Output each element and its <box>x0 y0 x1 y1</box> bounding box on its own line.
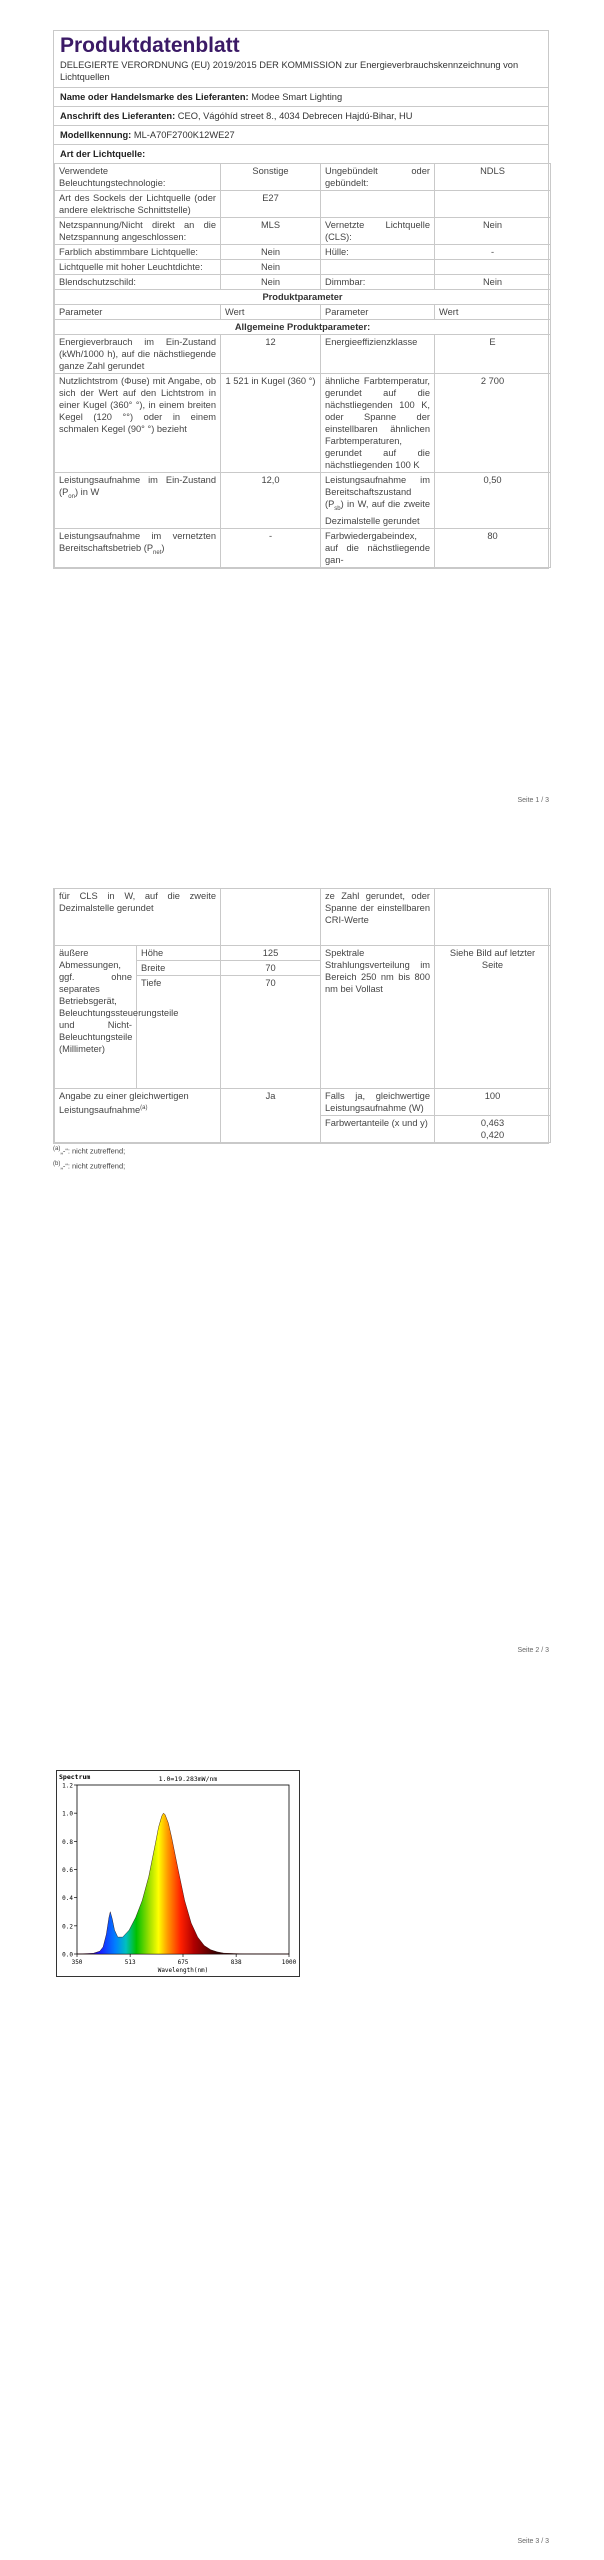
y-tick-label: 0.2 <box>62 1923 73 1931</box>
table-row <box>55 1089 551 1116</box>
cell-text: ) in W, auf die zweite Dezimalstelle gerundet <box>325 499 430 526</box>
light-source-table <box>54 163 551 568</box>
table-cell <box>435 1116 551 1143</box>
footnote-a <box>53 1143 125 1158</box>
y-tick-label: 0.4 <box>62 1895 73 1903</box>
table-cell: Nein <box>435 218 551 245</box>
table-cell: E <box>435 335 551 374</box>
table-cell: Vernetzte Lichtquelle (CLS): <box>321 218 435 245</box>
column-header-row <box>55 305 551 320</box>
footnote-ref: (a) <box>140 1105 148 1111</box>
table-row <box>55 245 551 260</box>
light-source-type-label: Art der Lichtquelle: <box>60 149 146 159</box>
dimensions-label: äußere Abmessungen, ggf. ohne separates Betriebsgerät, Beleuchtungssteuerungsteile und Nicht-Beleuchtungsteile (Millimeter) <box>55 946 137 1089</box>
table-cell: Art des Sockels der Lichtquelle (oder andere elektrische Schnittstelle) <box>55 191 221 218</box>
x-tick-label: 675 <box>177 1959 189 1966</box>
table-cell: 12,0 <box>221 473 321 529</box>
footnote-b <box>53 1158 125 1173</box>
spectrum-chart <box>56 1770 300 1977</box>
table-cell: Siehe Bild auf letzter Seite <box>435 946 551 1089</box>
table-cell: Ungebündelt oder gebündelt: <box>321 164 435 191</box>
general-params-heading: Allgemeine Produktparameter: <box>55 320 551 335</box>
dim-value: 70 <box>221 976 321 1089</box>
section-heading-row <box>55 290 551 305</box>
spectrum-area <box>77 1813 289 1954</box>
table-cell <box>55 473 221 529</box>
cell-subscript: on <box>68 493 75 500</box>
light-source-type-row <box>54 144 548 163</box>
color-y-value: 0,420 <box>480 1130 505 1140</box>
table-cell <box>55 1089 221 1143</box>
table-row <box>55 191 551 218</box>
table-cell: ze Zahl gerundet, oder Spanne der einstellbaren CRI-Werte <box>321 889 435 946</box>
table-cell <box>435 889 551 946</box>
product-params-heading: Produktparameter <box>55 290 551 305</box>
table-cell: Farbwertanteile (x und y) <box>321 1116 435 1143</box>
footnotes <box>53 1143 125 1172</box>
table-cell <box>221 889 321 946</box>
table-cell: - <box>435 245 551 260</box>
datasheet-header <box>53 30 549 569</box>
table-cell <box>321 191 435 218</box>
dim-label: Tiefe <box>137 976 221 1089</box>
table-cell: Lichtquelle mit hoher Leuchtdichte: <box>55 260 221 275</box>
table-row <box>55 374 551 473</box>
table-cell: 0,50 <box>435 473 551 529</box>
table-cell: ähnliche Farbtemperatur, gerundet auf die nächstliegenden 100 K, oder Spanne der einstellbaren ähnlichen Farbtemperaturen, gerundet auf die nächstliegenden 100 K <box>321 374 435 473</box>
page-number: Seite 1 / 3 <box>517 797 549 804</box>
table-cell: 12 <box>221 335 321 374</box>
table-cell: Falls ja, gleichwertige Leistungsaufnahme (W) <box>321 1089 435 1116</box>
chart-corner-label: Spectrum <box>59 1773 91 1781</box>
supplier-value: Modee Smart Lighting <box>251 92 343 102</box>
table-cell: Farbwiedergabeindex, auf die nächstliegende gan- <box>321 528 435 567</box>
table-cell: Nein <box>221 260 321 275</box>
regulation-text: DELEGIERTE VERORDNUNG (EU) 2019/2015 DER KOMMISSION zur Energieverbrauchskennzeichnung von Lichtquellen <box>60 60 519 82</box>
address-label: Anschrift des Lieferanten: <box>60 111 176 121</box>
table-cell <box>321 473 435 529</box>
model-value: ML-A70F2700K12WE27 <box>133 130 235 140</box>
column-header: Parameter <box>55 305 221 320</box>
chart-title: 1.0=19.283mW/nm <box>158 1775 218 1783</box>
params-table-continued <box>54 888 551 1143</box>
section-heading-row <box>55 320 551 335</box>
table-row <box>55 335 551 374</box>
table-cell: Nein <box>221 275 321 290</box>
datasheet-continued <box>53 888 549 1144</box>
cell-text: ) <box>161 542 165 553</box>
color-x-value: 0,463 <box>480 1118 505 1128</box>
cell-subscript: sb <box>334 505 341 512</box>
table-row <box>55 946 551 961</box>
table-cell <box>435 260 551 275</box>
table-cell: für CLS in W, auf die zweite Dezimalstelle gerundet <box>55 889 221 946</box>
table-cell: Ja <box>221 1089 321 1143</box>
footnote-text: „-“: nicht zutreffend; <box>60 1161 126 1170</box>
table-cell: Hülle: <box>321 245 435 260</box>
table-cell: Energieverbrauch im Ein-Zustand (kWh/1000 h), auf die nächstliegende ganze Zahl gerundet <box>55 335 221 374</box>
address-row <box>54 106 548 125</box>
address-value: CEO, Vágóhíd street 8., 4034 Debrecen Hajdú-Bihar, HU <box>177 111 413 121</box>
table-cell: 1 521 in Kugel (360 °) <box>221 374 321 473</box>
table-cell: 2 700 <box>435 374 551 473</box>
model-label: Modellkennung: <box>60 130 132 140</box>
table-row <box>55 473 551 529</box>
table-cell <box>55 528 221 567</box>
table-cell: Verwendete Beleuchtungstechnologie: <box>55 164 221 191</box>
page-number: Seite 2 / 3 <box>517 1647 549 1654</box>
cell-text: Leistungsaufnahme im Ein-Zustand (P <box>59 475 216 497</box>
table-cell: Farblich abstimmbare Lichtquelle: <box>55 245 221 260</box>
table-row <box>55 528 551 567</box>
table-cell: E27 <box>221 191 321 218</box>
cell-text: ) in W <box>74 487 100 497</box>
table-cell: Spektrale Strahlungsverteilung im Bereich 250 nm bis 800 nm bei Vollast <box>321 946 435 1089</box>
table-row <box>55 260 551 275</box>
table-cell: - <box>221 528 321 567</box>
cell-text: Leistungsaufnahme im vernetzten Bereitschaftsbetrieb (P <box>59 530 216 553</box>
cell-text: Leistungsaufnahme im Bereitschaftszustand (P <box>325 475 430 509</box>
table-cell: Netzspannung/Nicht direkt an die Netzspannung angeschlossen: <box>55 218 221 245</box>
table-row <box>55 218 551 245</box>
table-cell <box>435 191 551 218</box>
page-3 <box>0 1740 604 2560</box>
dim-label: Breite <box>137 961 221 976</box>
datasheet-title: Produktdatenblatt <box>60 34 240 57</box>
y-tick-label: 0.0 <box>62 1951 73 1959</box>
y-tick-label: 0.8 <box>62 1838 73 1846</box>
table-row <box>55 164 551 191</box>
supplier-label: Name oder Handelsmarke des Lieferanten: <box>60 92 249 102</box>
dim-value: 125 <box>221 946 321 961</box>
cell-text: Angabe zu einer gleichwertigen Leistungsaufnahme <box>59 1091 189 1116</box>
page-number: Seite 3 / 3 <box>517 2538 549 2545</box>
supplier-row <box>54 87 548 106</box>
page-1 <box>0 0 604 820</box>
cell-subscript: net <box>153 549 162 556</box>
x-tick-label: 350 <box>71 1959 83 1966</box>
table-cell: Nein <box>221 245 321 260</box>
table-cell: Blendschutzschild: <box>55 275 221 290</box>
column-header: Wert <box>435 305 551 320</box>
dim-label: Höhe <box>137 946 221 961</box>
x-tick-label: 513 <box>124 1959 136 1966</box>
table-cell: MLS <box>221 218 321 245</box>
footnote-text: „-“: nicht zutreffend; <box>60 1146 126 1156</box>
table-cell: Nutzlichtstrom (Φuse) mit Angabe, ob sich der Wert auf den Lichtstrom in einer Kugel (360° °), in einem breiten Kegel (120 °°) oder in einem schmalen Kegel (90° °) bezieht <box>55 374 221 473</box>
footnote-mark: (b) <box>53 1160 61 1167</box>
table-cell: 80 <box>435 528 551 567</box>
spectrum-chart-svg <box>57 1771 299 1976</box>
column-header: Wert <box>221 305 321 320</box>
y-tick-label: 1.2 <box>62 1782 73 1790</box>
table-cell: Dimmbar: <box>321 275 435 290</box>
model-row <box>54 125 548 144</box>
x-tick-label: 1000 <box>281 1959 297 1966</box>
footnote-mark: (a) <box>53 1146 61 1152</box>
table-cell <box>321 260 435 275</box>
x-tick-label: 838 <box>230 1959 242 1966</box>
table-cell: 100 <box>435 1089 551 1116</box>
x-axis-label: Wavelength(nm) <box>157 1967 209 1974</box>
table-row <box>55 275 551 290</box>
table-cell: NDLS <box>435 164 551 191</box>
table-cell: Sonstige <box>221 164 321 191</box>
column-header: Parameter <box>321 305 435 320</box>
y-tick-label: 0.6 <box>62 1867 73 1874</box>
table-cell: Nein <box>435 275 551 290</box>
table-row <box>55 889 551 946</box>
y-tick-label: 1.0 <box>62 1810 73 1818</box>
table-cell: Energieeffizienzklasse <box>321 335 435 374</box>
dim-value: 70 <box>221 961 321 976</box>
page-2 <box>0 875 604 1665</box>
